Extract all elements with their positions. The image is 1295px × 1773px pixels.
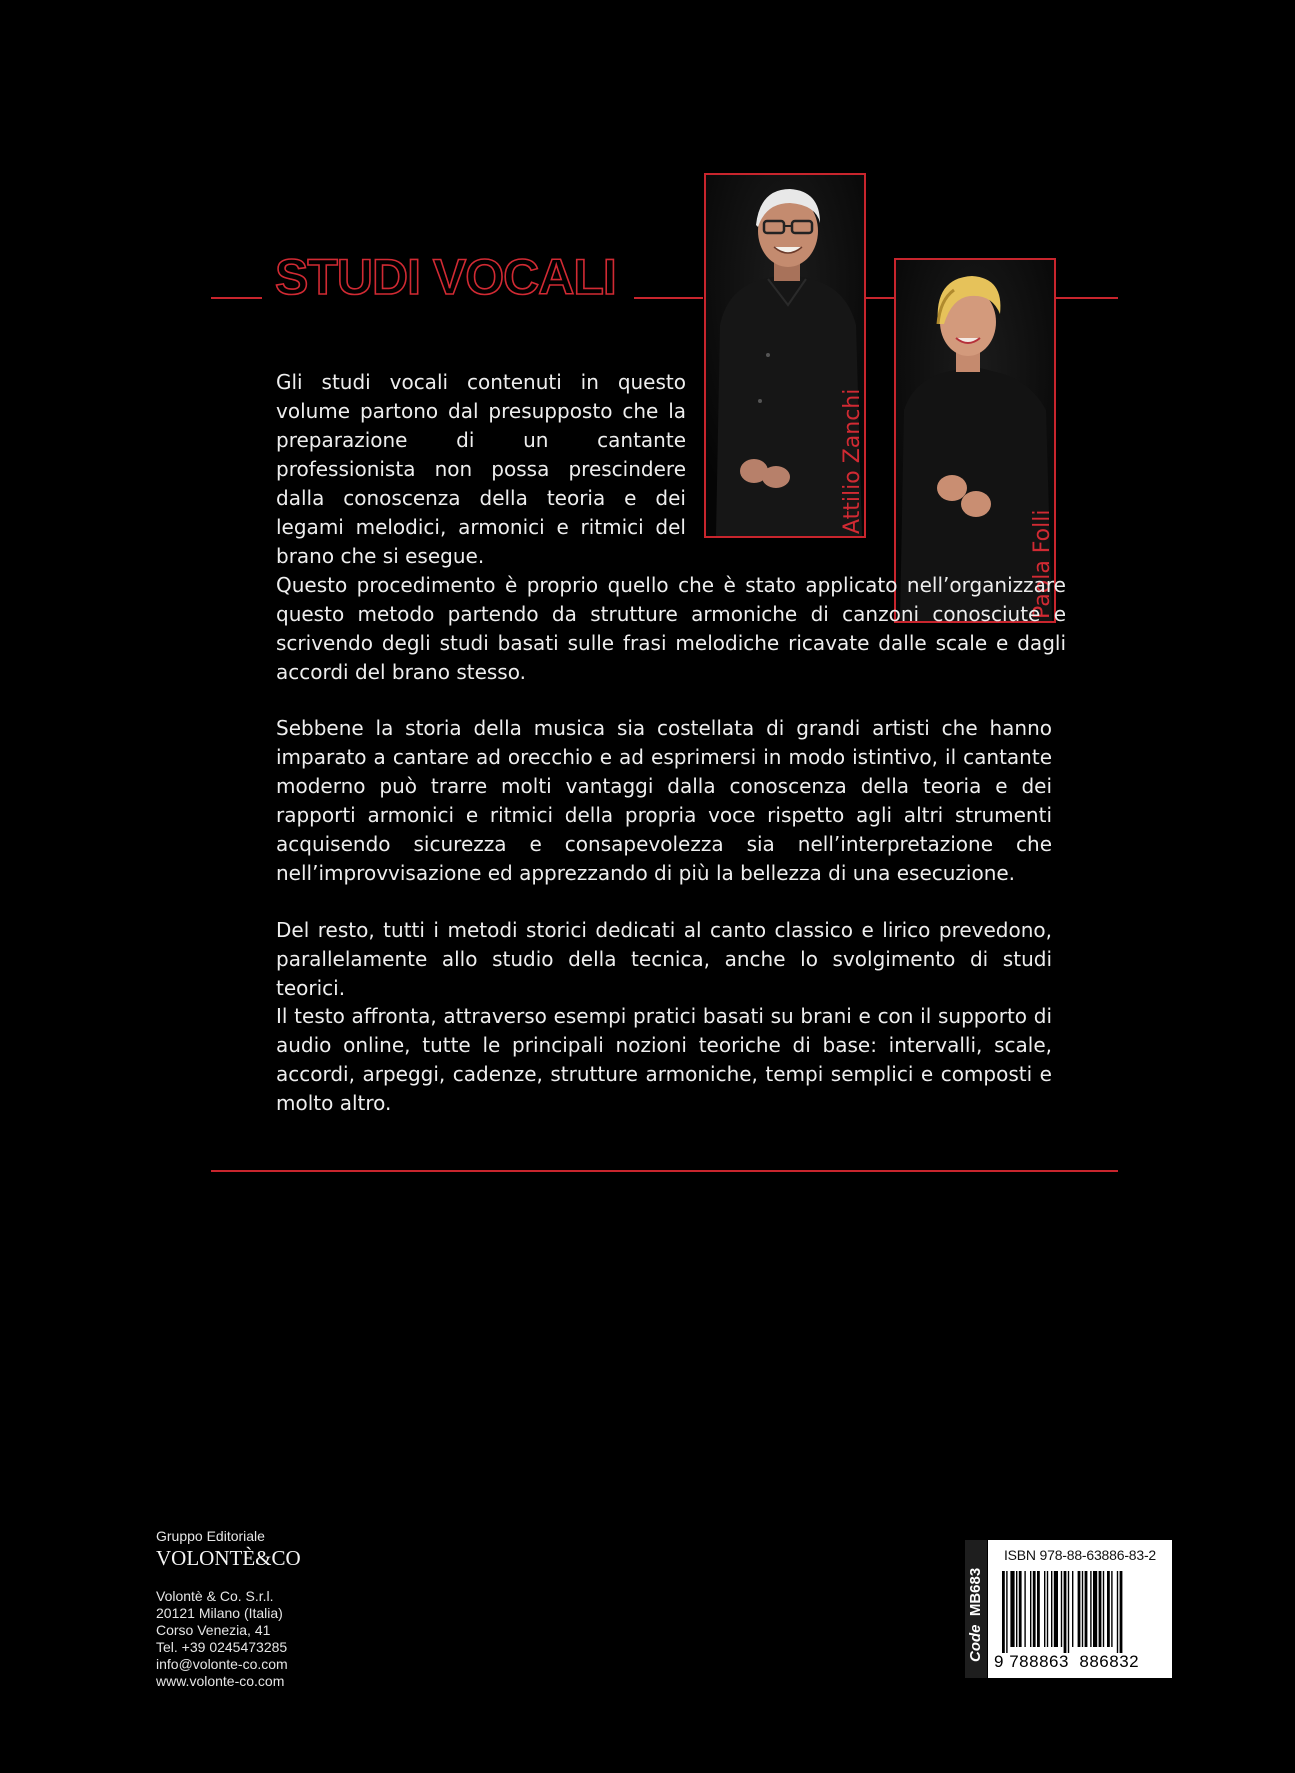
barcode-bar — [1037, 1571, 1040, 1647]
barcode-first-digit: 9 — [994, 1652, 1004, 1671]
cover-title: STUDI VOCALI — [275, 249, 616, 305]
barcode-bar — [1103, 1571, 1104, 1647]
barcode-bar — [1016, 1571, 1017, 1647]
barcode-icon — [1002, 1571, 1164, 1653]
barcode-bar — [1099, 1571, 1102, 1647]
barcode-bar — [1033, 1571, 1036, 1647]
barcode-bar — [1072, 1571, 1073, 1647]
barcode-bar — [1010, 1571, 1014, 1647]
publisher-email: info@volonte-co.com — [156, 1656, 288, 1672]
barcode-group-2: 886832 — [1079, 1652, 1140, 1671]
barcode-bar — [1117, 1571, 1118, 1653]
publisher-phone: Tel. +39 0245473285 — [156, 1639, 288, 1655]
barcode-bar — [1078, 1571, 1081, 1647]
publisher-company: Volontè & Co. S.r.l. — [156, 1588, 274, 1604]
description-paragraph-1: Gli studi vocali contenuti in questo volume partono dal presupposto che la preparazione di un cantante professionista non possa prescindere dalla conoscenza della teoria e dei legami melodici, armonici e ritmici del brano che si esegue. — [276, 370, 686, 568]
description-paragraph-2: Questo procedimento è proprio quello che è stato applicato nell’organizzare questo metodo partendo da strutture armoniche di canzoni conosciute e scrivendo degli studi basati sulle frasi melodiche ricavate dalle scale e dagli accordi del brano stesso. — [276, 573, 1066, 684]
description-paragraph-5: Il testo affronta, attraverso esempi pratici basati su brani e con il supporto di audio online, tutte le principali nozioni teoriche di base: intervalli, scale, accordi, arpeggi, cadenze, strutture armoniche, tempi semplici e composti e molto altro. — [276, 1004, 1052, 1115]
barcode-bar — [1019, 1571, 1022, 1647]
barcode-bar — [1044, 1571, 1045, 1647]
barcode-bar — [1061, 1571, 1062, 1647]
product-code-label: Code — [967, 1624, 984, 1662]
product-code — [967, 1568, 985, 1662]
barcode-bar — [1111, 1571, 1112, 1647]
barcode-bar — [1068, 1571, 1069, 1653]
bottom-rule — [211, 1170, 1118, 1172]
publisher-street: Corso Venezia, 41 — [156, 1622, 271, 1638]
barcode-group-1: 788863 — [1009, 1652, 1069, 1671]
barcode-bar — [1051, 1571, 1052, 1647]
isbn-text: ISBN 978-88-63886-83-2 — [1003, 1547, 1157, 1563]
author-name-attilio: Attilio Zanchi — [840, 388, 865, 534]
publisher-info — [156, 1528, 301, 1690]
author-name-paola: Paola Folli — [1030, 509, 1055, 619]
barcode-bar — [1085, 1571, 1088, 1647]
barcode-box — [988, 1540, 1172, 1678]
description-paragraph-3: Sebbene la storia della musica sia costellata di grandi artisti che hanno imparato a cantare ad orecchio e ad esprimersi in modo istintivo, il cantante moderno può trarre molti vantaggi dalla conoscenza della teoria e dei rapporti armonici e ritmici della propria voce rispetto agli altri strumenti acquisendo sicurezza e consapevolezza sia nell’interpretazione che nell’improvvisazione ed apprezzando di più la bellezza di una esecuzione. — [276, 716, 1052, 885]
top-rule-middle — [862, 297, 894, 299]
barcode-bar — [1030, 1571, 1031, 1647]
barcode-bar — [1093, 1571, 1097, 1647]
barcode-bar — [1047, 1571, 1048, 1647]
barcode-bar — [1054, 1571, 1058, 1647]
barcode-bar — [1090, 1571, 1091, 1647]
barcode-bar — [1024, 1571, 1025, 1647]
publisher-logo: VOLONTÈ&CO — [156, 1546, 301, 1570]
publisher-website: www.volonte-co.com — [156, 1673, 285, 1689]
barcode-digits — [994, 1652, 1170, 1672]
barcode-bar — [1064, 1571, 1067, 1653]
top-rule-right — [1052, 297, 1118, 299]
description-paragraph-4: Del resto, tutti i metodi storici dedicati al canto classico e lirico prevedono, parallelamente allo studio della tecnica, anche lo svolgimento di studi teorici. — [276, 918, 1052, 1000]
barcode-bar — [1002, 1571, 1005, 1653]
product-code-value: MB683 — [967, 1567, 984, 1617]
publisher-group: Gruppo Editoriale — [156, 1528, 265, 1544]
barcode-bar — [1120, 1571, 1123, 1653]
barcode-bar — [1107, 1571, 1110, 1647]
publisher-city: 20121 Milano (Italia) — [156, 1605, 283, 1621]
barcode-bar — [1082, 1571, 1083, 1647]
barcode-bar — [1006, 1571, 1007, 1653]
